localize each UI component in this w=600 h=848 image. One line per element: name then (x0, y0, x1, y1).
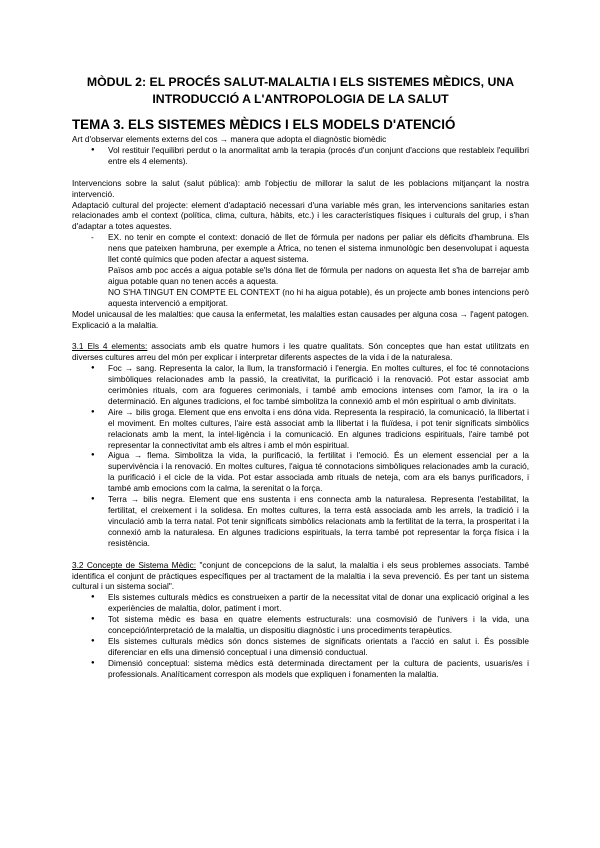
section-31-text: associats amb els quatre humors i les quatre qualitats. Són conceptes que han estat utilitzats en diverses cultures arreu del món per explicar i interpretar diferents aspectes de la vida i de la naturalesa. (72, 341, 529, 363)
example-1: EX. no tenir en compte el context: donació de llet de fórmula per nadons per paliar els dèficits d'hambruna. Els nens que pateixen hambruna, per exemple a Àfrica, no tenen el sistema inmunològic ben desenvolupat i aquesta llet conté químics que poden afectar a aquest sistema. (108, 232, 529, 265)
adaptacio-paragraph: Adaptació cultural del projecte: element d'adaptació necessari d'una variable més gran, les intervencions sanitaries estan relacionades amb el context (política, clima, cultura, hàbits, etc.) i les característiques físiques i culturals del grup, i s'han d'adaptar a totes aquestes. (72, 199, 529, 232)
list-item: ● Dimensió conceptual: sistema mèdics està determinada directament per la cultura de pacients, usuaris/es i professionals. Analíticament correspon als models que expliquen i fonamenten la malaltia. (72, 658, 529, 680)
document-page (72, 74, 529, 680)
example-2: Països amb poc accés a aigua potable se'ls dóna llet de fórmula per nadons on aquesta llet s'ha de barrejar amb aigua potable quan no tenen accés a aquesta. (108, 264, 529, 286)
dash-mark: - (91, 232, 94, 243)
art-list (72, 145, 529, 167)
model-unicausal-paragraph: Model unicausal de les malalties: que causa la enfermetat, les malalties estan causades per alguna cosa → l'agent patogen. Explicació a la malaltia. (72, 308, 529, 330)
list-item: ● Terra → bilis negra. Element que ens sustenta i ens connecta amb la naturalesa. Representa l'estabilitat, la fertilitat, el creixement i la solidesa. En moltes cultures, la terra està associada amb les arrels, la tradició i la vinculació amb la terra natal. Pot tenir significats simbòlics relacionats amb la fertilitat de la terra, la prosperitat i la connexió amb la naturalesa. En algunes tradicions espirituals, la terra també pot representar la força física i la resistència. (72, 494, 529, 549)
list-item: ● Els sistemes culturals mèdics són doncs sistemes de significats orientats a l'acció en salut i. És possible diferenciar en ells una dimensió conceptual i una dimensió conductual. (72, 636, 529, 658)
list-item: ● Aire → bilis groga. Element que ens envolta i ens dóna vida. Representa la respiració, la comunicació, la llibertat i el moviment. En moltes cultures, l'aire està associat amb la llibertat i la fluïdesa, i pot tenir significats simbòlics relacionats amb la ment, la intel·ligència i la comunicació. En algunes tradicions espirituals, l'aire també pot representar la connectivitat amb els altres i amb el món espiritual. (72, 407, 529, 451)
art-line: Art d'observar elements externs del cos → manera que adopta el diagnòstic biomèdic (72, 134, 387, 144)
list-item: ● Tot sistema mèdic es basa en quatre elements estructurals: una cosmovisió de l'univers i la vida, una concepció/interpretació de la malaltia, un dispositiu diagnòstic i uns procediments terapèutics. (72, 614, 529, 636)
list-item: ● Vol restituir l'equilibri perdut o la anormalitat amb la terapia (procés d'un conjunt d'accions que restableix l'equilibri entre els 4 elements). (72, 145, 529, 167)
section-31-heading: 3.1 Els 4 elements: (72, 341, 148, 352)
section-32-heading: 3.2 Concepte de Sistema Mèdic: (72, 559, 197, 570)
tema-title: TEMA 3. ELS SISTEMES MÈDICS I ELS MODELS D'ATENCIÓ (72, 117, 456, 132)
example-3: NO S'HA TINGUT EN COMPTE EL CONTEXT (no hi ha aigua potable), és un projecte amb bones intencions però aquesta intervenció a empitjorat. (108, 286, 529, 308)
list-item: ● Aigua → flema. Simbolitza la vida, la purificació, la fertilitat i l'emoció. És un element essencial per a la supervivència i la renovació. En moltes cultures, l'aigua té connotacions simbòliques relacionades amb la curació, la purificació i el cicle de la vida. Pot estar associada amb rituals de neteja, com ara els banys purificadors, i també amb emocions com la calma, la serenitat o la força. (72, 450, 529, 494)
module-title: MÒDUL 2: EL PROCÉS SALUT-MALALTIA I ELS SISTEMES MÈDICS, UNA INTRODUCCIÓ A L'ANTROPOLOGIA DE LA SALUT (86, 75, 515, 106)
list-item: ● Foc → sang. Representa la calor, la llum, la transformació i l'energia. En moltes cultures, el foc té connotacions simbòliques relacionades amb la passió, la creativitat, la purificació i la renovació. Pot estar associat amb cerimònies rituals, com ara fogueres cerimonials, i també amb emocions intenses com l'amor, la ira o la determinació. En algunes tradicions, el foc també simbolitza la connexió amb el món espiritual o amb divinitats. (72, 363, 529, 407)
section-32-text: "conjunt de concepcions de la salut, la malaltia i els seus problemes associats. També identifica el conjunt de pràctiques específiques per al tractament de la malaltia i la seva prevenció. És per tant un sistema cultural i un sistema social". (72, 559, 529, 592)
intervencions-paragraph: Intervencions sobre la salut (salut pública): amb l'objectiu de millorar la salut de les poblacions mitjançant la nostra intervenció. (72, 177, 529, 199)
sistema-medic-list (72, 592, 529, 679)
elements-list (72, 363, 529, 548)
example-block (72, 232, 529, 308)
section-32-intro (72, 560, 529, 593)
list-item: ● Els sistemes culturals mèdics es construeixen a partir de la necessitat vital de donar una explicació original a les experiències de malaltia, dolor, patiment i mort. (72, 592, 529, 614)
section-31-intro (72, 341, 529, 363)
